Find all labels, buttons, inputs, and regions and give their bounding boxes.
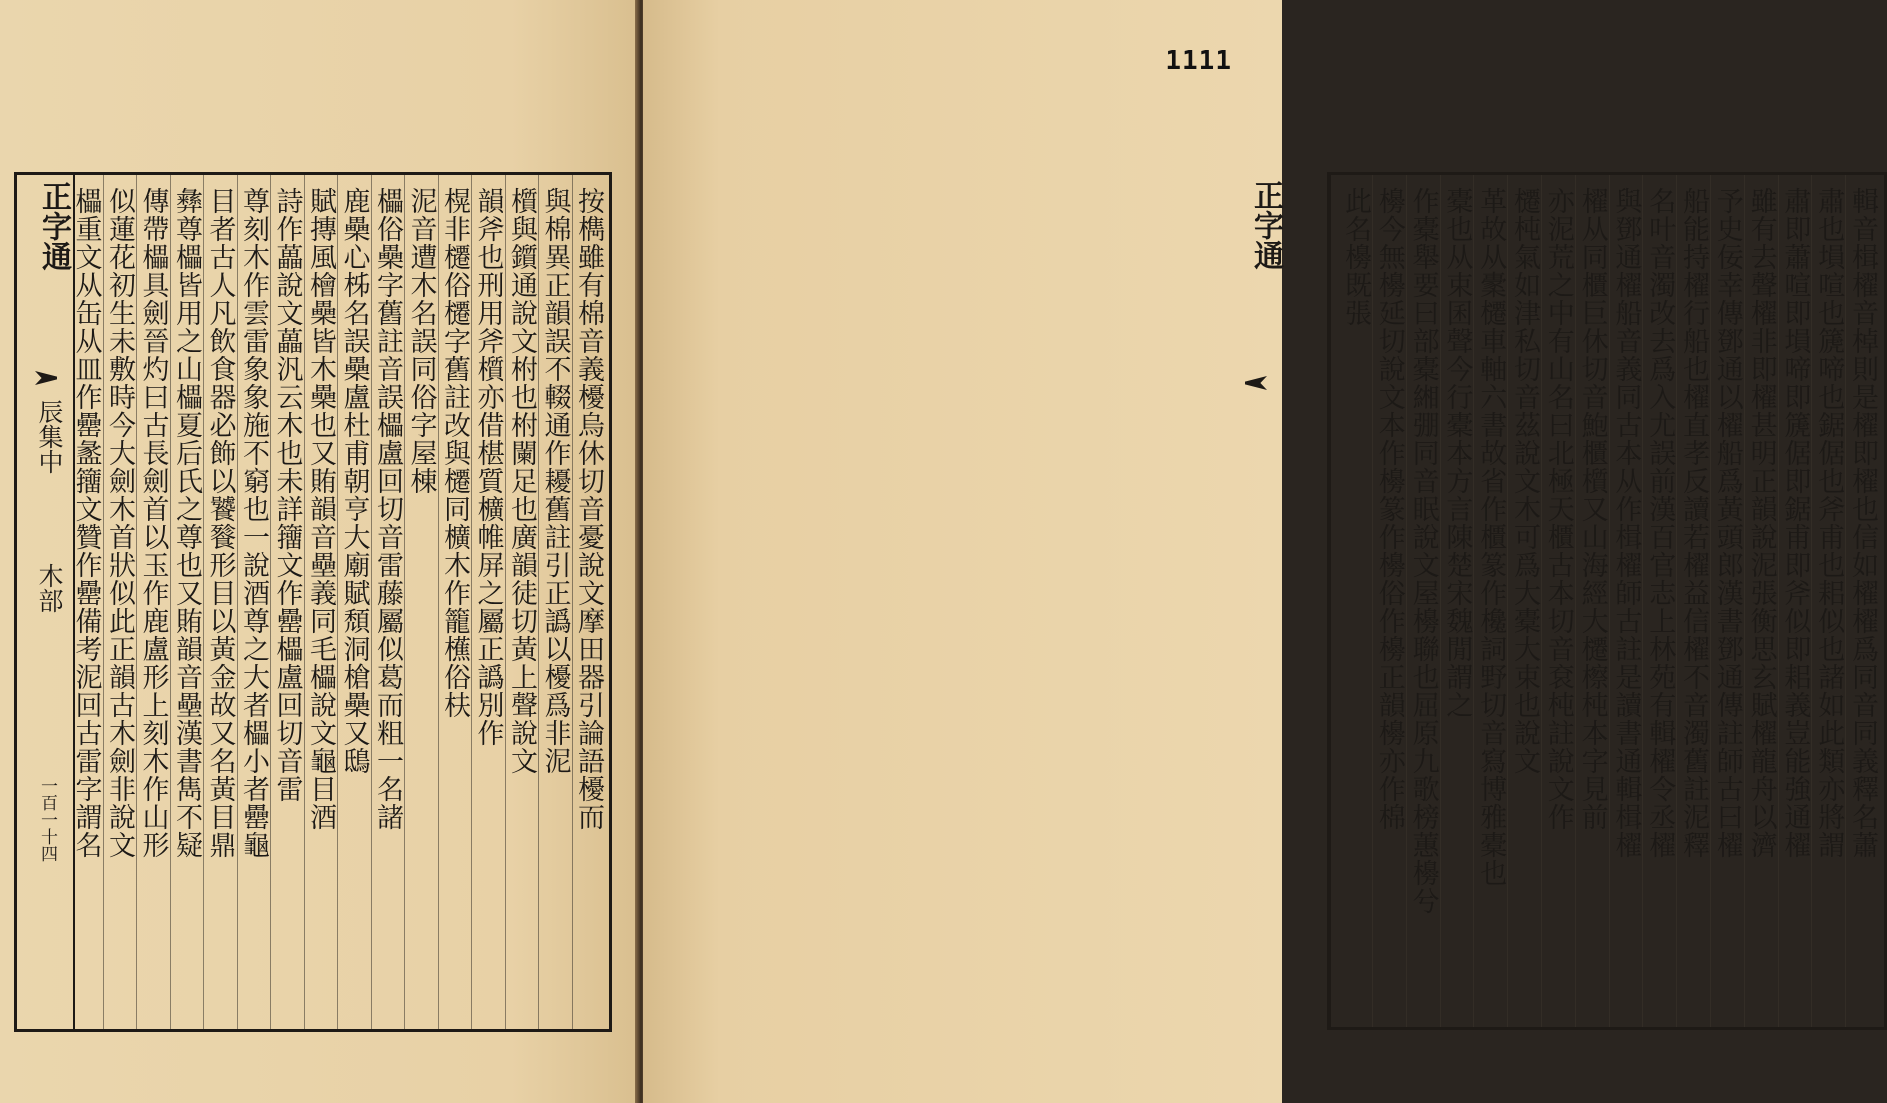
- column-rule: [1541, 175, 1542, 1027]
- text-column: 傳帶櫑具劍晉灼曰古長劍首以玉作鹿盧形上刻木作山形: [137, 187, 169, 859]
- fish-tail-mark-right: [1245, 376, 1267, 390]
- column-rule: [1744, 175, 1745, 1027]
- column-rule: [538, 175, 539, 1029]
- text-column: 目者古人凡飲食器必飾以饕餮形目以黃金故又名黃目鼎: [204, 187, 236, 859]
- text-column: 榥非櫏俗櫏字舊註改與櫏同櫎木作籠櫵俗枎: [439, 187, 470, 719]
- column-rule: [203, 175, 204, 1029]
- column-rule: [1609, 175, 1610, 1027]
- text-column: 泥音遭木名誤同俗字屋棟: [405, 187, 437, 495]
- column-rule: [170, 175, 171, 1029]
- right-page: [643, 0, 1878, 1103]
- text-column: 尊刻木作雲雷象象施不窮也一說酒尊之大者櫑小者罍龜: [238, 187, 269, 859]
- text-column: 櫍與鑕通說文柎也柎闌足也廣韻徒切黃上聲說文: [506, 187, 537, 775]
- left-margin-folio: 一百一十四: [37, 777, 57, 862]
- column-rule: [371, 175, 372, 1029]
- fish-tail-mark: [35, 371, 57, 385]
- text-column: 與棉異正韻誤不輟通作耰舊註引正譌以櫌爲非泥: [539, 187, 571, 775]
- right-page-frame: [1327, 172, 1887, 1030]
- text-column: 輯音楫櫂音棹則是櫂即櫂也信如櫂櫂爲同音同義釋名蕭: [1846, 187, 1878, 859]
- text-column: 櫋今無櫋延切說文本作櫋篆作櫋俗作櫋正韻櫋亦作棉: [1373, 187, 1405, 831]
- text-column: 雖有去聲櫂非即櫂甚明正韻說泥張衡思玄賦櫂龍舟以濟: [1745, 187, 1777, 859]
- text-column: 予史佞幸傳鄧通以櫂船爲黃頭郎漢書鄧通傳註師古曰櫂: [1711, 187, 1743, 859]
- column-rule: [1473, 175, 1474, 1027]
- left-margin-title: 正字通: [36, 181, 71, 271]
- text-column: 此名櫋既張: [1339, 187, 1371, 327]
- text-column: 肅也塤喧也篪啼也鋸倨也斧甫也耜似也諸如此類亦將謂: [1813, 187, 1845, 859]
- text-column: 作橐舉要曰部橐緗弸同音眠說文屋櫋聯也屈原九歌榜蕙櫋兮: [1407, 187, 1439, 915]
- text-column: 按檇雖有棉音義櫌烏休切音憂說文摩田器引論語櫌而: [573, 187, 604, 831]
- text-column: 賦摶風檜櫐皆木櫐也又賄韻音壘義同毛櫑說文龜目酒: [305, 187, 336, 831]
- column-rule: [471, 175, 472, 1029]
- text-column: 肅即蕭喧即塤啼即篪倨即鋸甫即斧似即耜義豈能強通櫂: [1779, 187, 1811, 859]
- text-column: 亦泥荒之中有山名曰北極天櫃古本切音袞杶註說文作: [1542, 187, 1574, 831]
- text-column: 櫂从同櫃巨休切音鮑櫃櫍又山海經大櫏檫杶本字見前: [1576, 187, 1608, 831]
- left-page-frame: [14, 172, 612, 1032]
- right-margin-title: 正字通: [1248, 180, 1283, 270]
- column-rule: [1507, 175, 1508, 1027]
- text-column: 彝尊櫑皆用之山櫑夏后氏之尊也又賄韻音壘漢書雋不疑: [171, 187, 202, 859]
- column-rule: [103, 175, 104, 1029]
- column-rule: [304, 175, 305, 1029]
- column-rule: [1710, 175, 1711, 1027]
- column-rule: [337, 175, 338, 1029]
- column-rule: [1440, 175, 1441, 1027]
- text-column: 詩作藟說文藟汎云木也未詳籒文作罍櫑盧回切音雷: [271, 187, 303, 803]
- column-rule: [1575, 175, 1576, 1027]
- text-column: 鹿櫐心柹名誤櫐盧杜甫朝亨大廟賦頹洞槍櫐又鴟: [338, 187, 370, 775]
- column-rule: [136, 175, 137, 1029]
- text-column: 名叶音濁改去爲入尤誤前漢百官志上林苑有輯櫂令丞櫂: [1644, 187, 1676, 859]
- page-number: 1111: [1165, 46, 1232, 76]
- text-column: 櫑重文从缶从皿作罍盠籒文贊作罍備考泥回古雷字謂名: [70, 187, 102, 859]
- column-rule: [1845, 175, 1846, 1027]
- column-rule: [572, 175, 573, 1029]
- text-column: 似蓮花初生未敷時今大劍木首狀似此正韻古木劍非說文: [104, 187, 135, 859]
- column-rule: [237, 175, 238, 1029]
- column-rule: [1642, 175, 1643, 1027]
- column-rule: [270, 175, 271, 1029]
- left-margin-volume: 辰集中: [35, 399, 64, 474]
- column-rule: [438, 175, 439, 1029]
- text-column: 橐也从束囷聲今行橐本方言陳楚宋魏閒謂之: [1441, 187, 1473, 719]
- column-rule: [505, 175, 506, 1029]
- column-rule: [1778, 175, 1779, 1027]
- text-column: 船能持櫂行船也櫂直孝反讀若櫂益信櫂不音濁舊註泥釋: [1677, 187, 1709, 859]
- column-rule: [1676, 175, 1677, 1027]
- column-rule: [1811, 175, 1812, 1027]
- text-column: 櫏杶氣如津私切音茲說文木可爲大橐大束也說文: [1508, 187, 1540, 775]
- text-column: 與鄧通櫂船音義同古本从作楫櫂師古註是讀書通輯楫櫂: [1610, 187, 1642, 859]
- text-column: 櫑俗櫐字舊註音誤櫑盧回切音雷藤屬似葛而粗一名諸: [372, 187, 403, 831]
- left-margin-section: 木部: [35, 563, 64, 613]
- column-rule: [404, 175, 405, 1029]
- left-margin-column: [17, 175, 75, 1029]
- text-column: 革故从㯻櫏車軸六書故省作櫃篆作欃詞野切音寫博雅橐也: [1475, 187, 1507, 887]
- text-column: 韻斧也刑用斧櫍亦借椹質櫎帷屏之屬正譌別作: [472, 187, 504, 747]
- column-rule: [1372, 175, 1373, 1027]
- column-rule: [1406, 175, 1407, 1027]
- left-page: [0, 0, 639, 1103]
